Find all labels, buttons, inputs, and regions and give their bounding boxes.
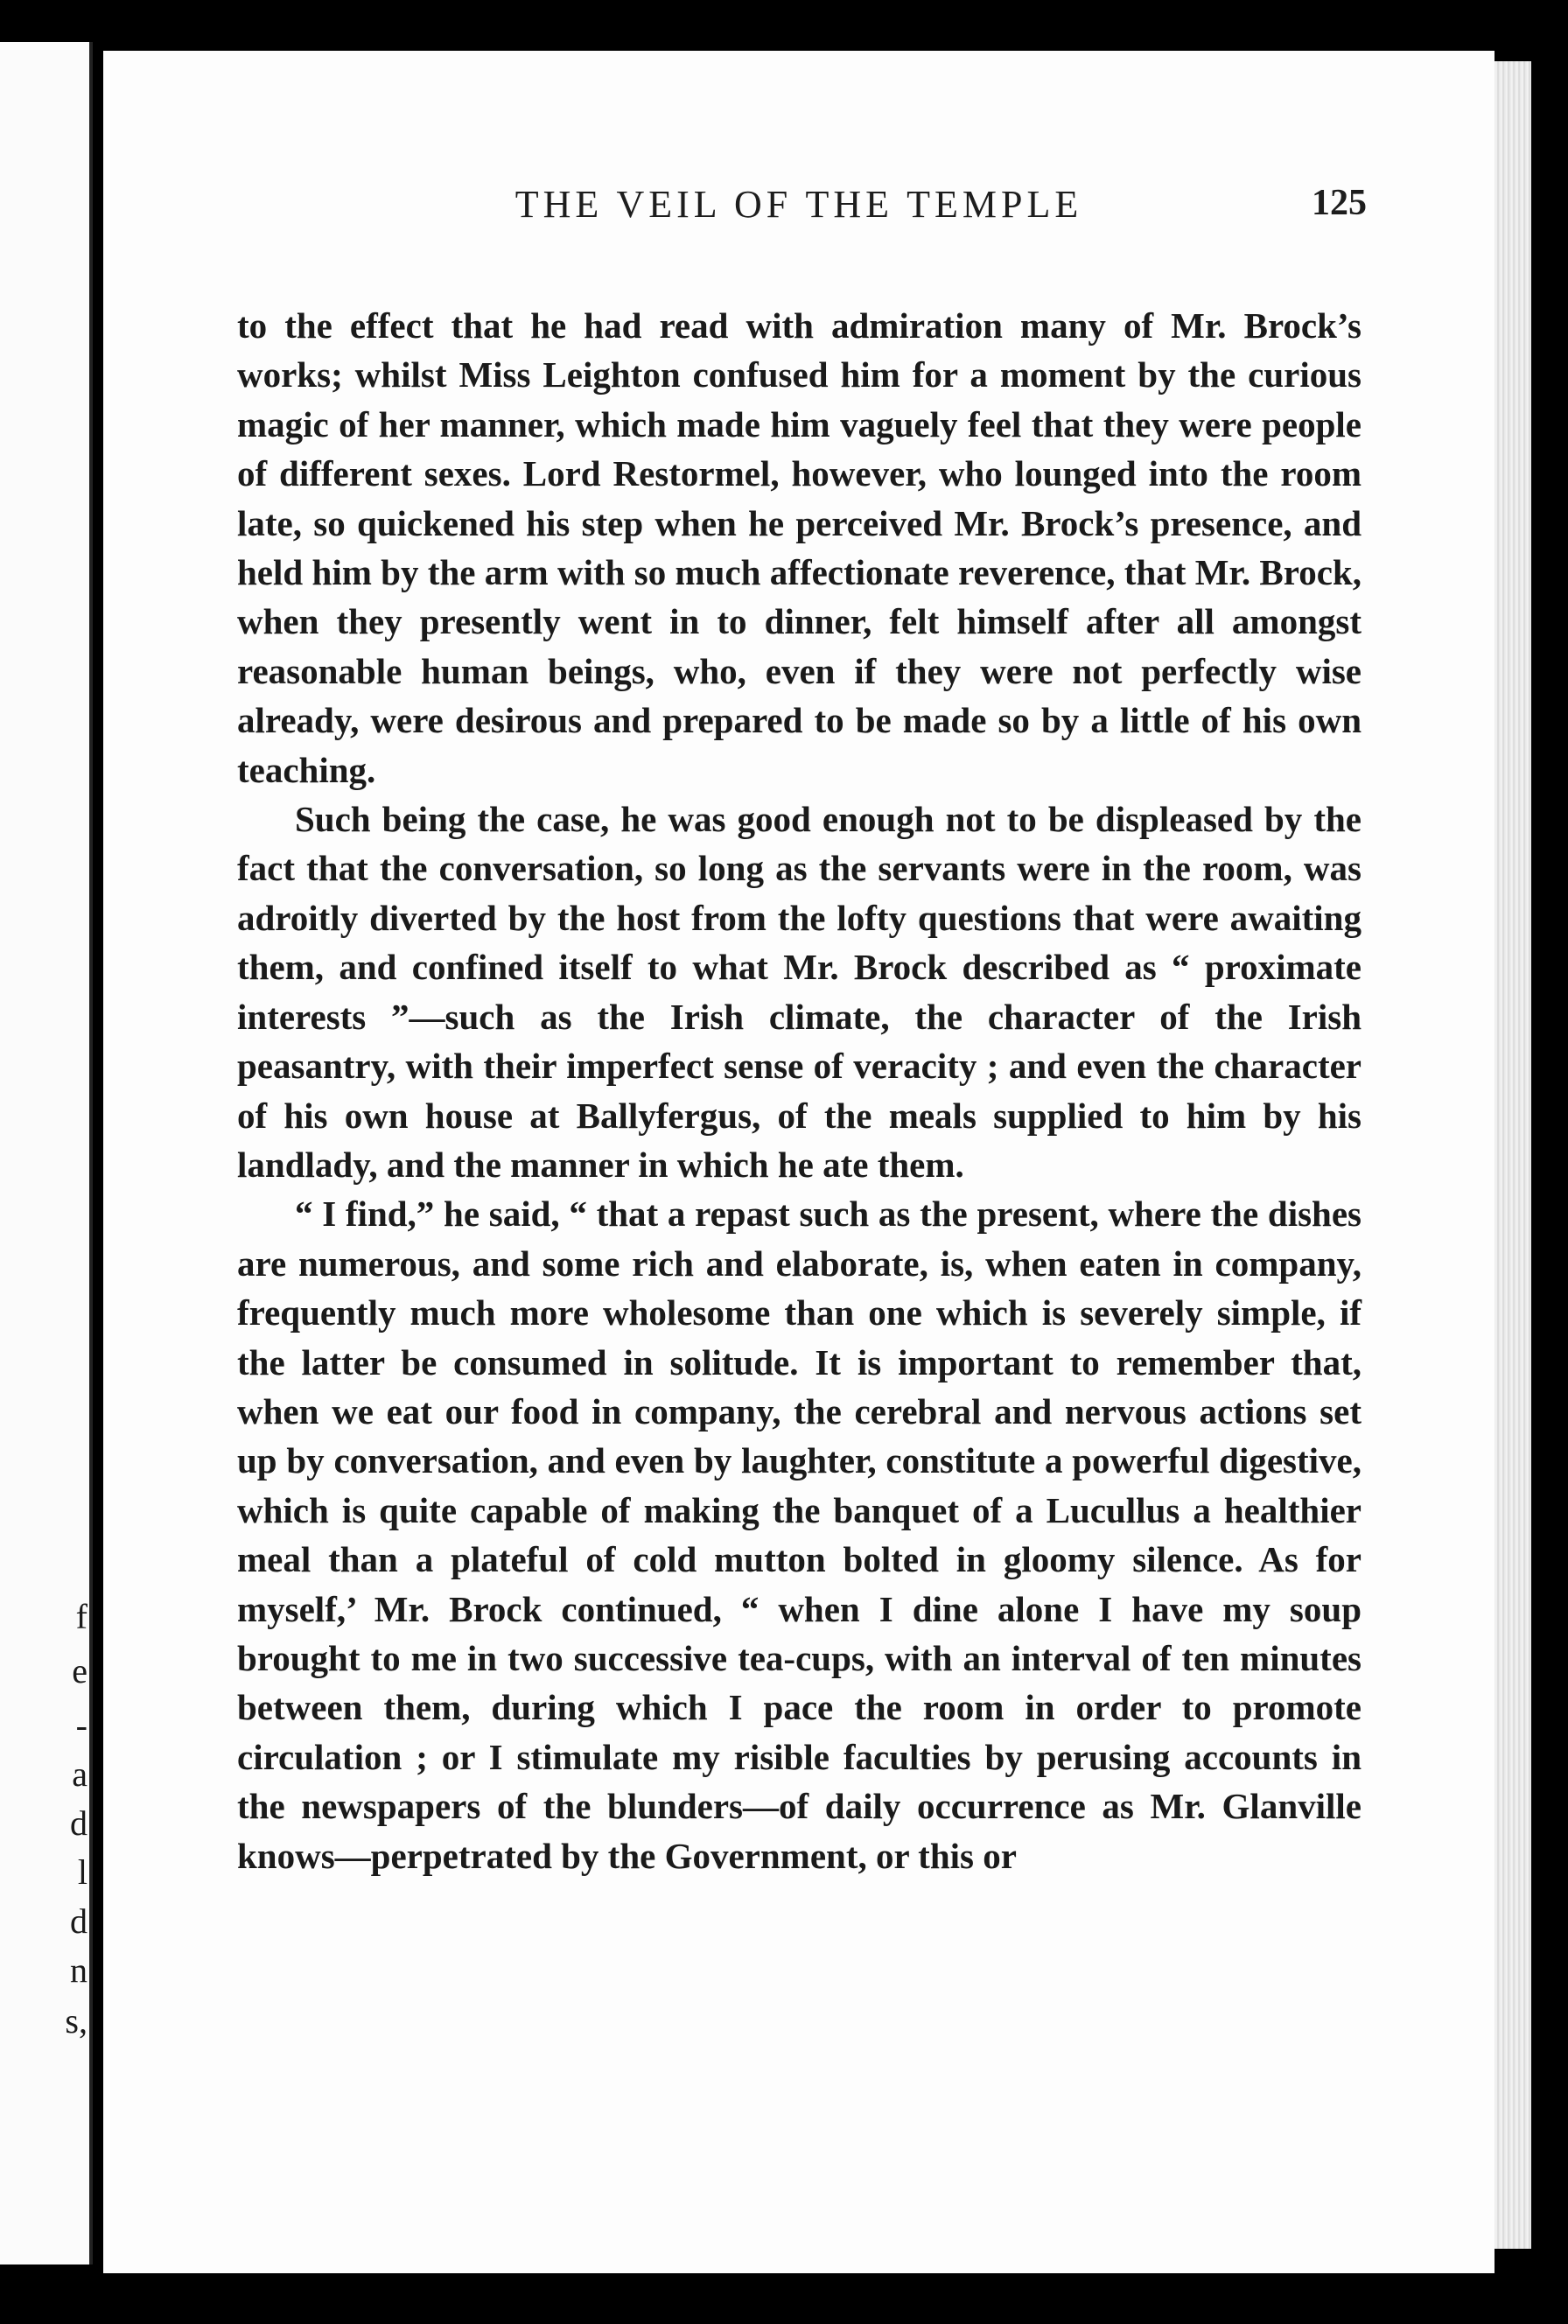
left-page-fragment: d: [70, 1803, 88, 1843]
left-page-fragment: a: [72, 1754, 88, 1794]
page-number: 125: [1312, 183, 1367, 223]
paragraph-2: Such being the case, he was good enough not to be displeased by the fact that the conversation, so long as the servants were in the room, was adroitly diverted by the host from the lofty questions that were awaiting them, and confined itself to what Mr. Brock described as “ proximate interests ”—such as the Irish climate, the character of the Irish peasantry, with their imperfect sense of veracity ; and even the character of his own house at Ballyfergus, of the meals supplied to him by his landlady, and the manner in which he ate them.: [237, 799, 1362, 1185]
paragraph-1: to the effect that he had read with admiration many of Mr. Brock’s works; whilst Miss Leighton confused him for a moment by the curious magic of her manner, which made him vaguely feel that they were people of different sexes. Lord Restormel, however, who lounged into the room late, so quickened his step when he perceived Mr. Brock’s presence, and held him by the arm with so much affectionate reverence, that Mr. Brock, when they presently went in to dinner, felt himself after all amongst reasonable human beings, who, even if they were not perfectly wise already, were desirous and prepared to be made so by a little of his own teaching.: [237, 305, 1362, 790]
body-text: [237, 301, 1362, 1880]
running-title: THE VEIL OF THE TEMPLE: [514, 183, 1083, 226]
left-page-fragment: s,: [65, 2001, 88, 2040]
running-head: [234, 182, 1367, 243]
paragraph-3: “ I find,” he said, “ that a repast such as the present, where the dishes are numerous, and some rich and elaborate, is, when eaten in company, frequently much more wholesome than one which is severely simple, if the latter be consumed in solitude. It is important to remember that, when we eat our food in company, the cerebral and nervous actions set up by conversation, and even by laughter, constitute a powerful digestive, which is quite capable of making the banquet of a Lucullus a healthier meal than a plateful of cold mutton bolted in gloomy silence. As for myself,’ Mr. Brock continued, “ when I dine alone I have my soup brought to me in two successive tea-cups, with an interval of ten minutes between them, during which I pace the room in order to promote circulation ; or I stimulate my risible faculties by perusing accounts in the newspapers of the blunders—of daily occurrence as Mr. Glanville knows—perpetrated by the Government, or this or: [237, 1194, 1362, 1876]
left-page-fragment: d: [70, 1901, 88, 1941]
left-page-fragment: -: [75, 1705, 88, 1745]
left-page-fragment: e: [72, 1651, 88, 1690]
book-page: [103, 51, 1494, 2273]
left-page-margin: [0, 42, 93, 2264]
left-page-fragment: l: [77, 1852, 88, 1892]
left-page-fragment: n: [70, 1950, 88, 1990]
left-page-fragment: f: [75, 1597, 88, 1636]
page-edge: [1494, 61, 1531, 2249]
